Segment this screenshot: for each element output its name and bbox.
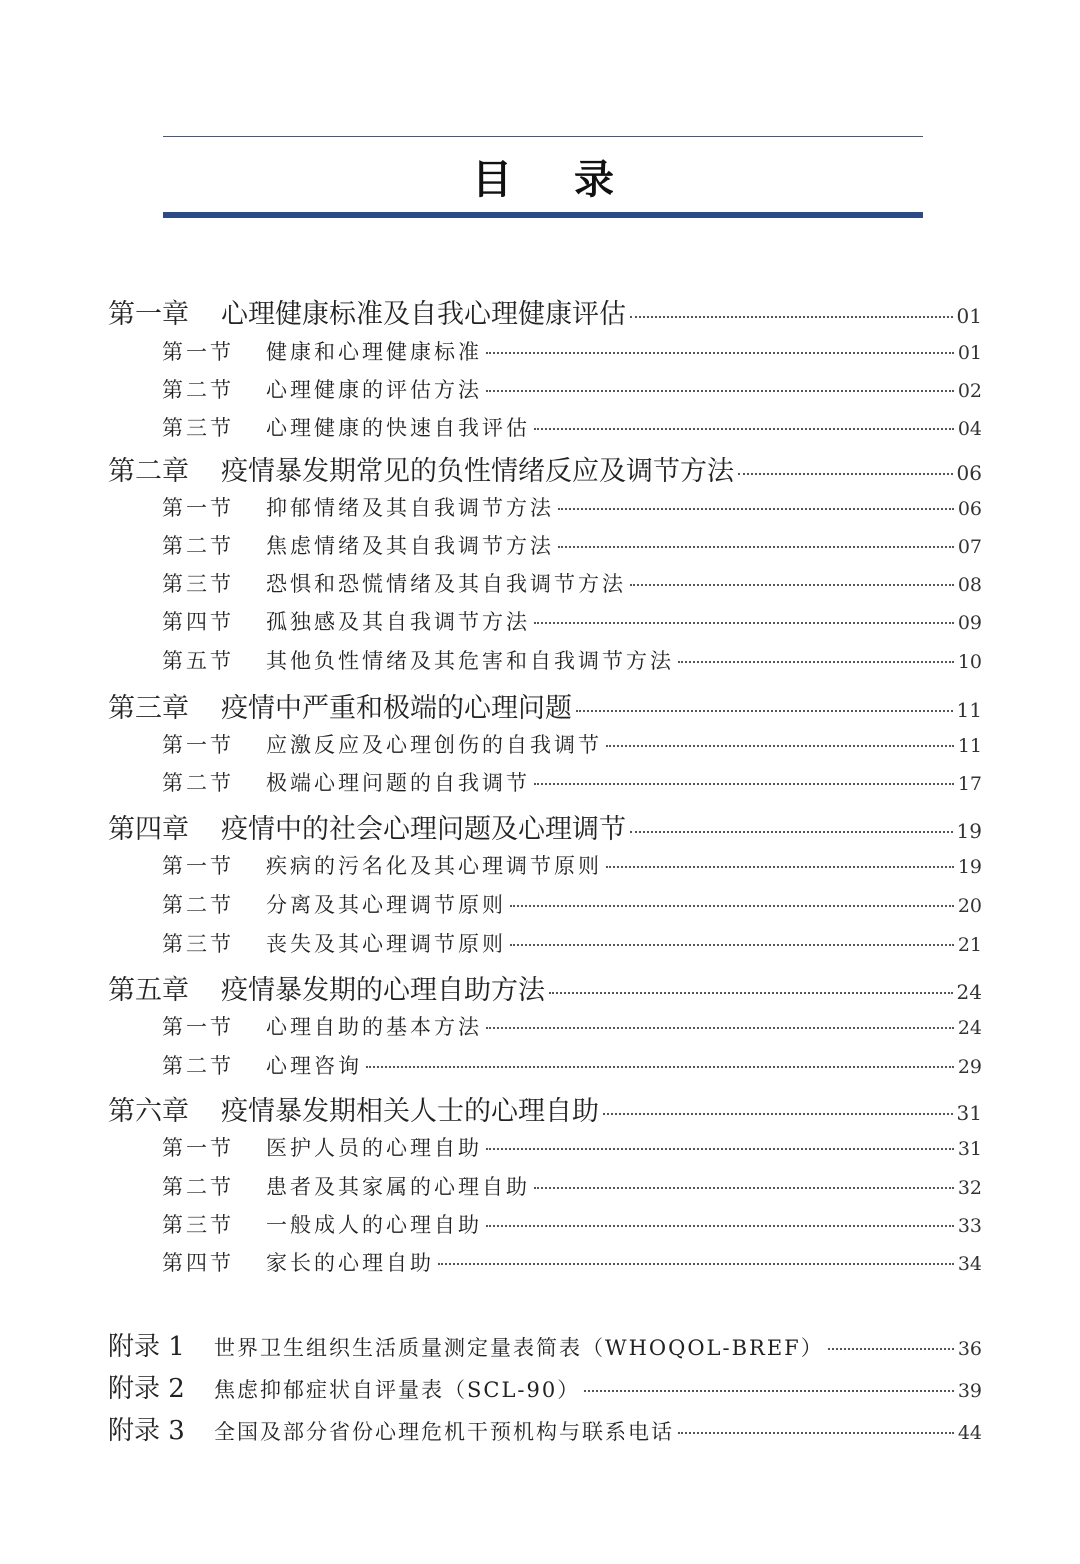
chapter-title: 疫情中严重和极端的心理问题	[221, 693, 572, 724]
dot-leader	[486, 1225, 954, 1227]
chapter-label: 第六章	[108, 1096, 189, 1127]
section-title: 心理咨询	[266, 1054, 362, 1078]
section-label: 第二节	[162, 893, 234, 917]
page-number: 11	[956, 698, 982, 722]
chapter-title: 疫情暴发期常见的负性情绪反应及调节方法	[221, 456, 734, 487]
appendix-label: 附录 1	[108, 1332, 185, 1362]
section-title: 心理健康的快速自我评估	[266, 416, 530, 440]
section-title: 应激反应及心理创伤的自我调节	[266, 733, 602, 757]
page-number: 31	[957, 1138, 982, 1160]
section-label: 第三节	[162, 1213, 234, 1237]
toc-chapter-5[interactable]	[108, 968, 982, 1004]
page-number: 33	[957, 1215, 982, 1237]
appendix-title: 世界卫生组织生活质量测定量表简表（WHOQOL-BREF）	[214, 1336, 824, 1360]
section-title: 恐惧和恐慌情绪及其自我调节方法	[266, 572, 626, 596]
dot-leader	[576, 710, 953, 712]
section-label: 第三节	[162, 572, 234, 596]
page-number: 39	[957, 1380, 982, 1402]
section-title: 健康和心理健康标准	[266, 340, 482, 364]
toc-chapter-3[interactable]	[108, 686, 982, 722]
section-label: 第五节	[162, 649, 234, 673]
page-number: 20	[957, 895, 982, 917]
section-label: 第一节	[162, 854, 234, 878]
section-label: 第一节	[162, 1015, 234, 1039]
toc-chapter-1[interactable]	[108, 292, 982, 328]
section-title: 疾病的污名化及其心理调节原则	[266, 854, 602, 878]
section-label: 第二节	[162, 1054, 234, 1078]
toc-section-6-1[interactable]	[162, 1132, 982, 1162]
dot-leader	[630, 831, 953, 833]
section-title: 患者及其家属的心理自助	[266, 1175, 530, 1199]
page-number: 10	[957, 651, 982, 673]
page-number: 08	[957, 574, 982, 596]
toc-section-1-1[interactable]	[162, 336, 982, 366]
page-number: 09	[957, 612, 982, 634]
section-title: 极端心理问题的自我调节	[266, 771, 530, 795]
section-title: 抑郁情绪及其自我调节方法	[266, 496, 554, 520]
section-label: 第二节	[162, 534, 234, 558]
chapter-label: 第三章	[108, 693, 189, 724]
toc-section-5-2[interactable]	[162, 1050, 982, 1080]
dot-leader	[534, 1187, 954, 1189]
page-number: 19	[957, 856, 982, 878]
page-number: 34	[957, 1253, 982, 1275]
page-number: 11	[957, 735, 982, 757]
section-title: 其他负性情绪及其危害和自我调节方法	[266, 649, 674, 673]
dot-leader	[366, 1066, 954, 1068]
section-title: 孤独感及其自我调节方法	[266, 610, 530, 634]
toc-appendix-3[interactable]	[108, 1410, 982, 1446]
page-number: 06	[956, 461, 982, 485]
appendix-label: 附录 3	[108, 1416, 185, 1446]
section-title: 心理健康的评估方法	[266, 378, 482, 402]
chapter-label: 第五章	[108, 975, 189, 1006]
page-number: 17	[957, 773, 982, 795]
page-number: 36	[957, 1338, 982, 1360]
toc-section-2-3[interactable]	[162, 568, 982, 598]
dot-leader	[828, 1348, 954, 1350]
toc-section-2-2[interactable]	[162, 530, 982, 560]
page-number: 32	[957, 1177, 982, 1199]
dot-leader	[534, 783, 954, 785]
page-number: 02	[957, 380, 982, 402]
toc-section-2-4[interactable]	[162, 606, 982, 636]
dot-leader	[486, 352, 954, 354]
appendix-title: 焦虑抑郁症状自评量表（SCL-90）	[214, 1378, 581, 1402]
toc-section-3-2[interactable]	[162, 767, 982, 797]
section-title: 丧失及其心理调节原则	[266, 932, 506, 956]
chapter-title: 疫情中的社会心理问题及心理调节	[221, 814, 626, 845]
dot-leader	[630, 316, 953, 318]
toc-section-1-2[interactable]	[162, 374, 982, 404]
section-title: 医护人员的心理自助	[266, 1136, 482, 1160]
section-label: 第一节	[162, 733, 234, 757]
appendix-label: 附录 2	[108, 1374, 185, 1404]
dot-leader	[630, 584, 954, 586]
toc-section-6-2[interactable]	[162, 1171, 982, 1201]
dot-leader	[558, 546, 954, 548]
chapter-label: 第一章	[108, 299, 189, 330]
page-number: 24	[957, 1017, 982, 1039]
section-label: 第三节	[162, 416, 234, 440]
chapter-title: 疫情暴发期相关人士的心理自助	[221, 1096, 599, 1127]
toc-appendix-1[interactable]	[108, 1326, 982, 1362]
toc-section-3-1[interactable]	[162, 729, 982, 759]
dot-leader	[486, 1148, 954, 1150]
dot-leader	[606, 866, 954, 868]
toc-section-2-1[interactable]	[162, 492, 982, 522]
dot-leader	[510, 905, 954, 907]
page-number: 29	[957, 1056, 982, 1078]
toc-section-4-3[interactable]	[162, 928, 982, 958]
toc-section-2-5[interactable]	[162, 645, 982, 675]
dot-leader	[534, 622, 954, 624]
dot-leader	[549, 992, 953, 994]
chapter-label: 第四章	[108, 814, 189, 845]
toc-appendix-2[interactable]	[108, 1368, 982, 1404]
dot-leader	[510, 944, 954, 946]
section-title: 一般成人的心理自助	[266, 1213, 482, 1237]
section-label: 第一节	[162, 1136, 234, 1160]
section-title: 心理自助的基本方法	[266, 1015, 482, 1039]
section-title: 焦虑情绪及其自我调节方法	[266, 534, 554, 558]
dot-leader	[606, 745, 954, 747]
dot-leader	[584, 1390, 954, 1392]
dot-leader	[738, 473, 953, 475]
section-title: 分离及其心理调节原则	[266, 893, 506, 917]
section-label: 第二节	[162, 378, 234, 402]
toc-section-4-1[interactable]	[162, 850, 982, 880]
dot-leader	[486, 1027, 954, 1029]
toc-chapter-6[interactable]	[108, 1089, 982, 1125]
toc-section-6-4[interactable]	[162, 1247, 982, 1277]
section-title: 家长的心理自助	[266, 1251, 434, 1275]
page-number: 01	[956, 304, 982, 328]
toc-section-6-3[interactable]	[162, 1209, 982, 1239]
toc-section-1-3[interactable]	[162, 412, 982, 442]
page-number: 04	[957, 418, 982, 440]
dot-leader	[486, 390, 954, 392]
dot-leader	[558, 508, 954, 510]
section-label: 第二节	[162, 771, 234, 795]
page-number: 21	[957, 934, 982, 956]
toc-chapter-2[interactable]	[108, 449, 982, 485]
dot-leader	[603, 1113, 953, 1115]
chapter-title: 疫情暴发期的心理自助方法	[221, 975, 545, 1006]
dot-leader	[438, 1263, 954, 1265]
section-label: 第一节	[162, 496, 234, 520]
page-number: 19	[956, 819, 982, 843]
chapter-label: 第二章	[108, 456, 189, 487]
section-label: 第四节	[162, 610, 234, 634]
page-number: 07	[957, 536, 982, 558]
section-label: 第四节	[162, 1251, 234, 1275]
page-number: 31	[956, 1101, 982, 1125]
page-number: 01	[957, 342, 982, 364]
toc-section-4-2[interactable]	[162, 889, 982, 919]
page-title: 目录	[472, 157, 676, 203]
section-label: 第三节	[162, 932, 234, 956]
toc-section-5-1[interactable]	[162, 1011, 982, 1041]
page-number: 24	[956, 980, 982, 1004]
toc-chapter-4[interactable]	[108, 807, 982, 843]
page-number: 06	[957, 498, 982, 520]
page-number: 44	[957, 1422, 982, 1444]
chapter-title: 心理健康标准及自我心理健康评估	[221, 299, 626, 330]
dot-leader	[678, 661, 954, 663]
dot-leader	[534, 428, 954, 430]
section-label: 第一节	[162, 340, 234, 364]
dot-leader	[678, 1432, 954, 1434]
appendix-title: 全国及部分省份心理危机干预机构与联系电话	[214, 1420, 674, 1444]
section-label: 第二节	[162, 1175, 234, 1199]
